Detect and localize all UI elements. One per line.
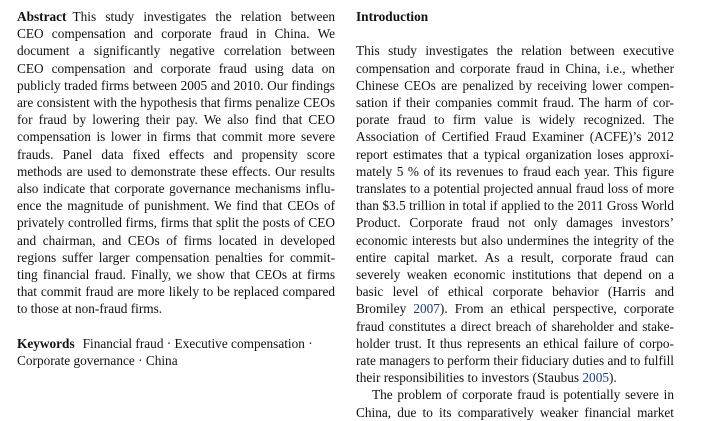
intro-text-line: mately 5 % of its revenues to fraud each year. This figure	[356, 163, 674, 179]
introduction-body	[356, 42, 674, 300]
abstract-text-line: CEO compensation and corporate fraud using data on	[17, 60, 335, 76]
intro-text-line: economic interests but also undermines the integrity of the	[356, 232, 674, 248]
keywords-list: Financial fraud · Executive compensation ·	[82, 336, 313, 352]
intro-text-line: holder trust. It thus represents an ethical failure of corpo-	[356, 335, 674, 351]
intro-text-line: Product. Corporate fraud not only damages investors’	[356, 215, 674, 231]
keywords-line	[17, 335, 335, 352]
spacer	[17, 318, 335, 336]
intro-text-line: Chinese CEOs are penalized by receiving lower compen-	[356, 77, 674, 93]
citation-line: Bromiley 2007). From an ethical perspective, corporate	[356, 301, 674, 317]
intro-text-line: translates to a potential projected annual fraud loss of more	[356, 181, 674, 197]
abstract-body	[17, 25, 335, 300]
abstract-text-line: and chairman, and CEOs of firms located in developed	[17, 232, 335, 248]
keywords-line-2: Corporate governance · China	[17, 353, 178, 369]
intro-text-line: fraud constitutes a direct breach of shareholder and stake-	[356, 318, 674, 334]
citation-line: their responsibilities to investors (Staubus 2005).	[356, 370, 617, 386]
intro-text-line: entire capital market. As a result, corporate fraud can	[356, 249, 674, 265]
abstract-text-line: ting financial fraud. Finally, we show that CEOs at firms	[17, 267, 335, 283]
abstract-text-line: This study investigates the relation between	[72, 9, 335, 24]
abstract-label: Abstract	[17, 9, 67, 24]
abstract-text-line: regions suffer larger compensation penalties for commit-	[17, 249, 335, 265]
abstract-last-line: to those at non-fraud firms.	[17, 301, 163, 317]
left-column	[17, 8, 335, 370]
intro-text-line: report estimates that a typical organization loses approxi-	[356, 146, 674, 162]
abstract-text-line: privately controlled firms, firms that split the posts of CEO	[17, 215, 335, 231]
abstract-text-line: methods are used to demonstrate these effects. Our results	[17, 163, 335, 179]
citation-link-harris-bromiley[interactable]: 2007	[413, 301, 440, 317]
abstract-text-line: ence the magnitude of punishment. We find that CEOs of	[17, 198, 335, 214]
abstract-text-line: publicly traded firms between 2005 and 2010. Our findings	[17, 77, 335, 93]
intro-text-line: sation if their companies commit fraud. The harm of cor-	[356, 95, 674, 110]
section-heading: Introduction	[356, 9, 429, 24]
abstract-text-line: CEO compensation and corporate fraud in China. We	[17, 26, 335, 42]
abstract-text-line: compensation is lower in firms that commit more severe	[17, 129, 335, 145]
citation-link-staubus[interactable]: 2005	[582, 370, 609, 386]
intro-text-line: porate fraud to firm value is widely recognized. The	[356, 112, 674, 128]
right-column	[356, 8, 674, 421]
abstract-text-line: that commit fraud are more likely to be replaced compared	[17, 284, 335, 300]
intro-text-line: Association of Certified Fraud Examiner (ACFE)’s 2012	[356, 129, 674, 145]
intro-text-line: than $3.5 trillion in total if applied to the 2011 Gross World	[356, 198, 674, 214]
abstract-text-line: document a significantly negative correlation between	[17, 43, 335, 59]
keywords-label: Keywords	[17, 336, 75, 352]
intro-text-line: compensation and corporate fraud in China, i.e., whether	[356, 60, 674, 76]
abstract-text-line: frauds. Panel data fixed effects and propensity score	[17, 146, 335, 162]
abstract-text-line: are consistent with the hypothesis that firms penalize CEOs	[17, 95, 335, 111]
paragraph-2	[356, 386, 674, 420]
abstract-text-line: for fraud by lowering their pay. We also find that CEO	[17, 112, 335, 128]
intro-text-line: rate managers to perform their fiduciary duties and to fulfill	[356, 353, 674, 369]
spacer	[356, 25, 674, 42]
intro-text-line: severely weaken economic institutions that depend on a	[356, 267, 674, 283]
intro-text-line: basic level of ethical corporate behavior (Harris and	[356, 284, 674, 300]
intro-text-line: This study investigates the relation between executive	[356, 43, 674, 59]
paragraph-2-line: The problem of corporate fraud is potentially severe in	[372, 387, 674, 403]
abstract-first-line	[17, 8, 335, 25]
introduction-body-cont	[356, 318, 674, 370]
abstract-text-line: also indicate that corporate governance mechanisms influ-	[17, 181, 335, 197]
paragraph-2-line: China, due to its comparatively weaker financial market	[356, 404, 674, 420]
